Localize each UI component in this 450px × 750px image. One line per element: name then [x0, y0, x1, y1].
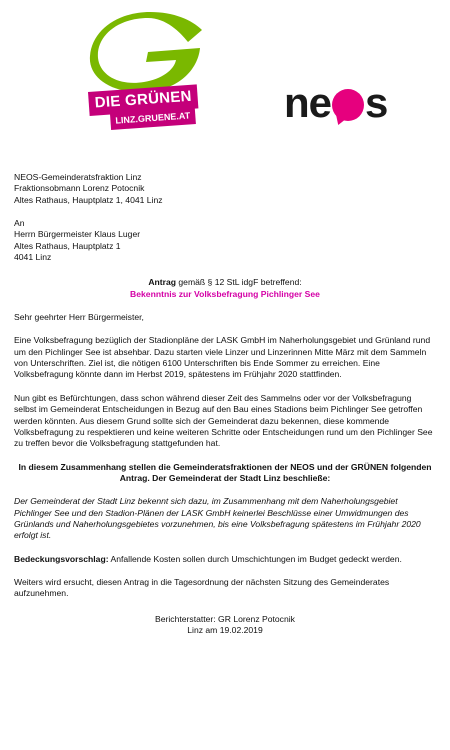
paragraph-1: Eine Volksbefragung bezüglich der Stadionpläne der LASK GmbH im Naherholungsgebiet und Grünland rund um den Pichlinger See ist absehbar. Dazu starten viele Linzer und Linzerinnen Mitte März mit dem Sammeln von Unterschriften. Ziel ist, die nötigen 6100 Unterschriften bis Ende Sommer zu erreichen. Eine Volksbefragung könnte dann im Herbst 2019, spätestens im Frühjahr 2020 stattfinden.: [14, 335, 431, 380]
resolution-text: Der Gemeinderat der Stadt Linz bekennt sich dazu, im Zusammenhang mit dem Naherholungsgebiet Pichlinger See und den Stadion-Plänen der LASK GmbH keinerlei Beschlüsse einer Umwidmungen des Grünlands und Naherholungsgebietes vorzunehmen, bis eine Volksbefragung spätestens im Frühjahr 2020 erfolgt ist.: [14, 496, 421, 541]
sender-line: Altes Rathaus, Hauptplatz 1, 4041 Linz: [14, 194, 163, 205]
sender-line: Fraktionsobmann Lorenz Potocnik: [14, 183, 145, 194]
neos-logo-suffix: s: [365, 79, 388, 126]
coverage-label: Bedeckungsvorschlag:: [14, 553, 109, 564]
gruene-logo: [84, 12, 210, 134]
gruene-url: LINZ.GRUENE.AT: [110, 108, 196, 130]
neos-logo: [284, 79, 388, 126]
logo-header: [14, 0, 436, 150]
agenda-request: Weiters wird ersucht, diesen Antrag in die Tagesordnung der nächsten Sitzung des Gemeinderates aufzunehmen.: [14, 576, 390, 599]
neos-logo-prefix: ne: [284, 79, 332, 126]
motion-title: [14, 277, 436, 288]
motion-title-bold: Antrag: [148, 277, 177, 288]
reporter: Berichterstatter: GR Lorenz Potocnik: [155, 613, 295, 624]
gruene-wordmark: DIE GRÜNEN: [88, 84, 199, 115]
paragraph-2: Nun gibt es Befürchtungen, dass schon während dieser Zeit des Sammelns oder vor der Volksbefragung selbst im Gemeinderat Entscheidungen in Bezug auf den Bau eines Stadions beim Pichlinger See getroffen werden könnten. Aus diesem Grund sollte sich der Gemeinderat dazu bekennen, diese kommende Volksbefragung zu respektieren und keine weiteren Schritte oder Entscheidungen rund um den Pichlinger See zu treffen bevor die Volksbefragung stattgefunden hat.: [14, 392, 433, 449]
recipient-line: Altes Rathaus, Hauptplatz 1: [14, 240, 121, 251]
recipient-line: Herrn Bürgermeister Klaus Luger: [14, 229, 141, 240]
recipient-address: [14, 218, 436, 263]
motion-title-rest: gemäß § 12 StL idgF betreffend:: [176, 277, 302, 288]
sender-line: NEOS-Gemeinderatsfraktion Linz: [14, 172, 142, 182]
place-date: Linz am 19.02.2019: [187, 624, 263, 635]
signature-block: [14, 614, 436, 637]
motion-intro: In diesem Zusammenhang stellen die Gemeinderatsfraktionen der NEOS und der GRÜNEN folgenden Antrag. Der Gemeinderat der Stadt Linz beschließe:: [18, 461, 432, 483]
motion-subject: Bekenntnis zur Volksbefragung Pichlinger See: [130, 288, 320, 299]
speech-bubble-icon: [332, 89, 364, 121]
coverage-proposal: [14, 554, 436, 565]
recipient-line: 4041 Linz: [14, 252, 52, 263]
recipient-line: An: [14, 218, 25, 229]
sender-address: [14, 172, 436, 206]
salutation: Sehr geehrter Herr Bürgermeister,: [14, 312, 144, 323]
gruene-leaf-icon: [88, 12, 208, 94]
coverage-text: Anfallende Kosten sollen durch Umschichtungen im Budget gedeckt werden.: [108, 553, 402, 564]
